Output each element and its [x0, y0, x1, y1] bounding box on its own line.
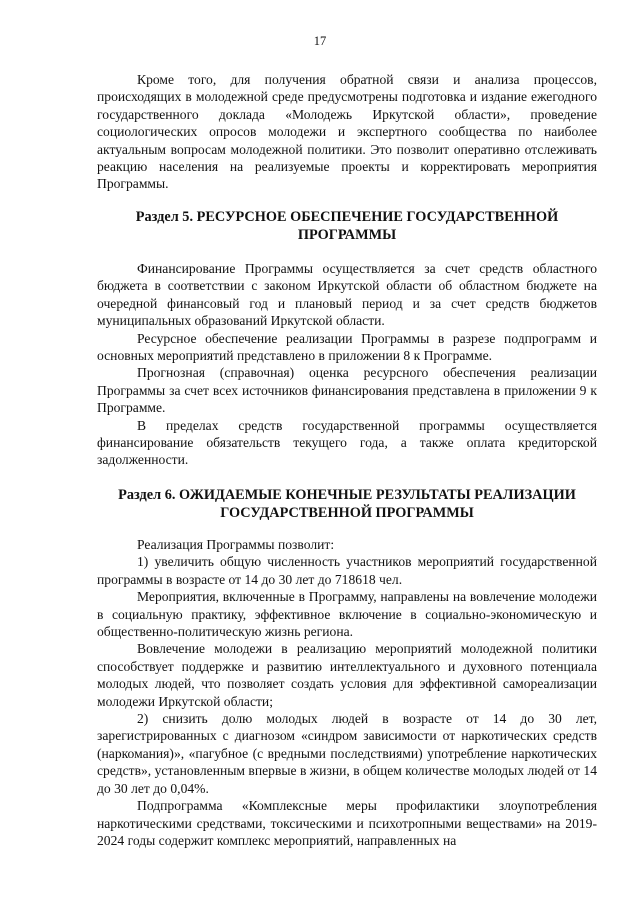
- section-5-paragraph: Прогнозная (справочная) оценка ресурсного обеспечения реализации Программы за счет всех источников финансирования представлена в приложении 9 к Программе.: [97, 365, 597, 416]
- intro-block: [97, 71, 597, 193]
- section-6-paragraph: Мероприятия, включенные в Программу, направлены на вовлечение молодежи в социальную практику, эффективное включение в социально-экономическую и общественно-политическую жизнь региона.: [97, 589, 597, 640]
- section-6-heading: Раздел 6. ОЖИДАЕМЫЕ КОНЕЧНЫЕ РЕЗУЛЬТАТЫ РЕАЛИЗАЦИИ ГОСУДАРСТВЕННОЙ ПРОГРАММЫ: [118, 487, 576, 521]
- section-5-heading: Раздел 5. РЕСУРСНОЕ ОБЕСПЕЧЕНИЕ ГОСУДАРСТВЕННОЙ ПРОГРАММЫ: [135, 209, 559, 243]
- intro-paragraph: Кроме того, для получения обратной связи и анализа процессов, происходящих в молодежной среде предусмотрены подготовка и издание ежегодного государственного доклада «Молодежь Иркутской области», проведение социологических опросов молодежи и экспертного сообщества по наиболее актуальным вопросам молодежной политики. Это позволит оперативно отслеживать реакцию населения на реализуемые проекты и корректировать мероприятия Программы.: [97, 72, 597, 192]
- section-5-paragraph: Финансирование Программы осуществляется за счет средств областного бюджета в соответствии с законом Иркутской области об областном бюджете на очередной финансовый год и плановый период и за счет средств бюджетов муниципальных образований Иркутской области.: [97, 261, 597, 329]
- page-number: 17: [313, 34, 327, 48]
- section-5-body: [97, 260, 597, 469]
- section-5-paragraph: Ресурсное обеспечение реализации Программы в разрезе подпрограмм и основных мероприятий представлено в приложении 8 к Программе.: [97, 330, 597, 364]
- section-6-paragraph: 1) увеличить общую численность участников мероприятий государственной программы в возрасте от 14 до 30 лет до 718618 чел.: [97, 554, 597, 587]
- section-6-paragraph: Подпрограмма «Комплексные меры профилактики злоупотребления наркотическими средствами, токсическими и психотропными веществами» на 2019-2024 годы содержит комплекс мероприятий, направленных на: [97, 798, 597, 848]
- section-6-body: [97, 536, 597, 849]
- section-5-paragraph: В пределах средств государственной программы осуществляется финансирование обязательств текущего года, а также оплата кредиторской задолженности.: [97, 417, 597, 468]
- section-6-paragraph: 2) снизить долю молодых людей в возрасте от 14 до 30 лет, зарегистрированных с диагнозом «синдром зависимости от наркотических средств (наркомания)», «пагубное (с вредными последствиями) употребление наркотических средств», установленным впервые в жизни, в общем количестве молодых людей от 14 до 30 лет до 0,04%.: [97, 711, 597, 796]
- section-6-paragraph: Реализация Программы позволит:: [137, 537, 335, 552]
- section-6-paragraph: Вовлечение молодежи в реализацию мероприятий молодежной политики способствует поддержке и развитию интеллектуального и духовного потенциала молодых людей, что позволяет создать условия для эффективной самореализации молодежи Иркутской области;: [97, 641, 597, 709]
